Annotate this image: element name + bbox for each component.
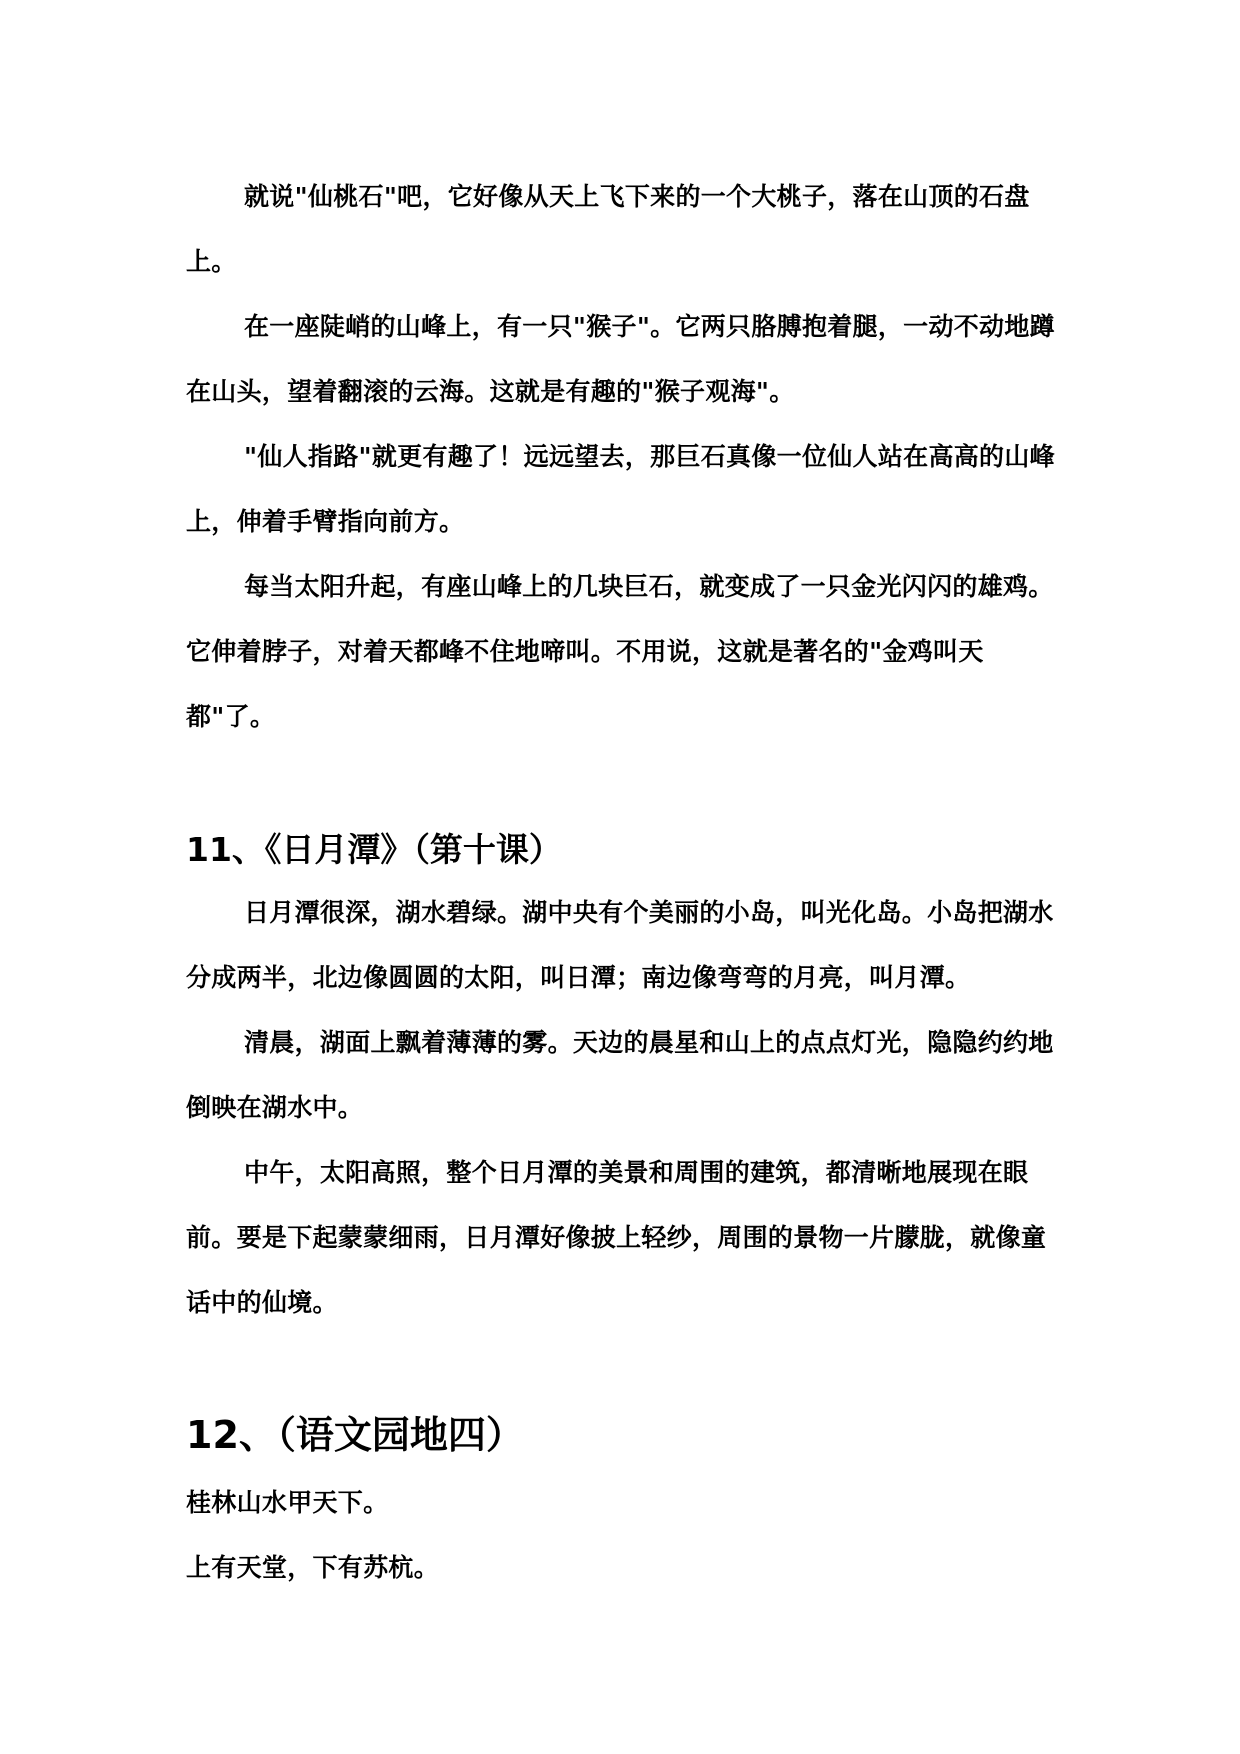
section-11-body (186, 880, 1070, 1335)
paragraph: 就说"仙桃石"吧，它好像从天上飞下来的一个大桃子，落在山顶的石盘上。 (186, 182, 1030, 276)
paragraph: 清晨，湖面上飘着薄薄的雾。天边的晨星和山上的点点灯光，隐隐约约地倒映在湖水中。 (186, 1028, 1054, 1122)
section-12-body (186, 1470, 1070, 1600)
paragraph: 每当太阳升起，有座山峰上的几块巨石，就变成了一只金光闪闪的雄鸡。它伸着脖子，对着天都峰不住地啼叫。不用说，这就是著名的"金鸡叫天都"了。 (186, 572, 1054, 731)
section-heading: 11、《日月潭》（第十课） (186, 830, 562, 869)
section-heading: 12、（语文园地四） (186, 1413, 524, 1457)
section-12 (186, 1410, 1070, 1460)
paragraph: "仙人指路"就更有趣了！远远望去，那巨石真像一位仙人站在高高的山峰上，伸着手臂指向前方。 (186, 442, 1055, 536)
text-line: 上有天堂，下有苏杭。 (186, 1553, 440, 1582)
paragraph: 在一座陡峭的山峰上，有一只"猴子"。它两只胳膊抱着腿，一动不动地蹲在山头，望着翻滚的云海。这就是有趣的"猴子观海"。 (186, 312, 1055, 406)
section-a (186, 164, 1070, 749)
paragraph: 中午，太阳高照，整个日月潭的美景和周围的建筑，都清晰地展现在眼前。要是下起蒙蒙细雨，日月潭好像披上轻纱，周围的景物一片朦胧，就像童话中的仙境。 (186, 1158, 1047, 1317)
section-11 (186, 828, 1070, 872)
paragraph: 日月潭很深，湖水碧绿。湖中央有个美丽的小岛，叫光化岛。小岛把湖水分成两半，北边像圆圆的太阳，叫日潭；南边像弯弯的月亮，叫月潭。 (186, 898, 1054, 992)
text-line: 桂林山水甲天下。 (186, 1488, 389, 1517)
